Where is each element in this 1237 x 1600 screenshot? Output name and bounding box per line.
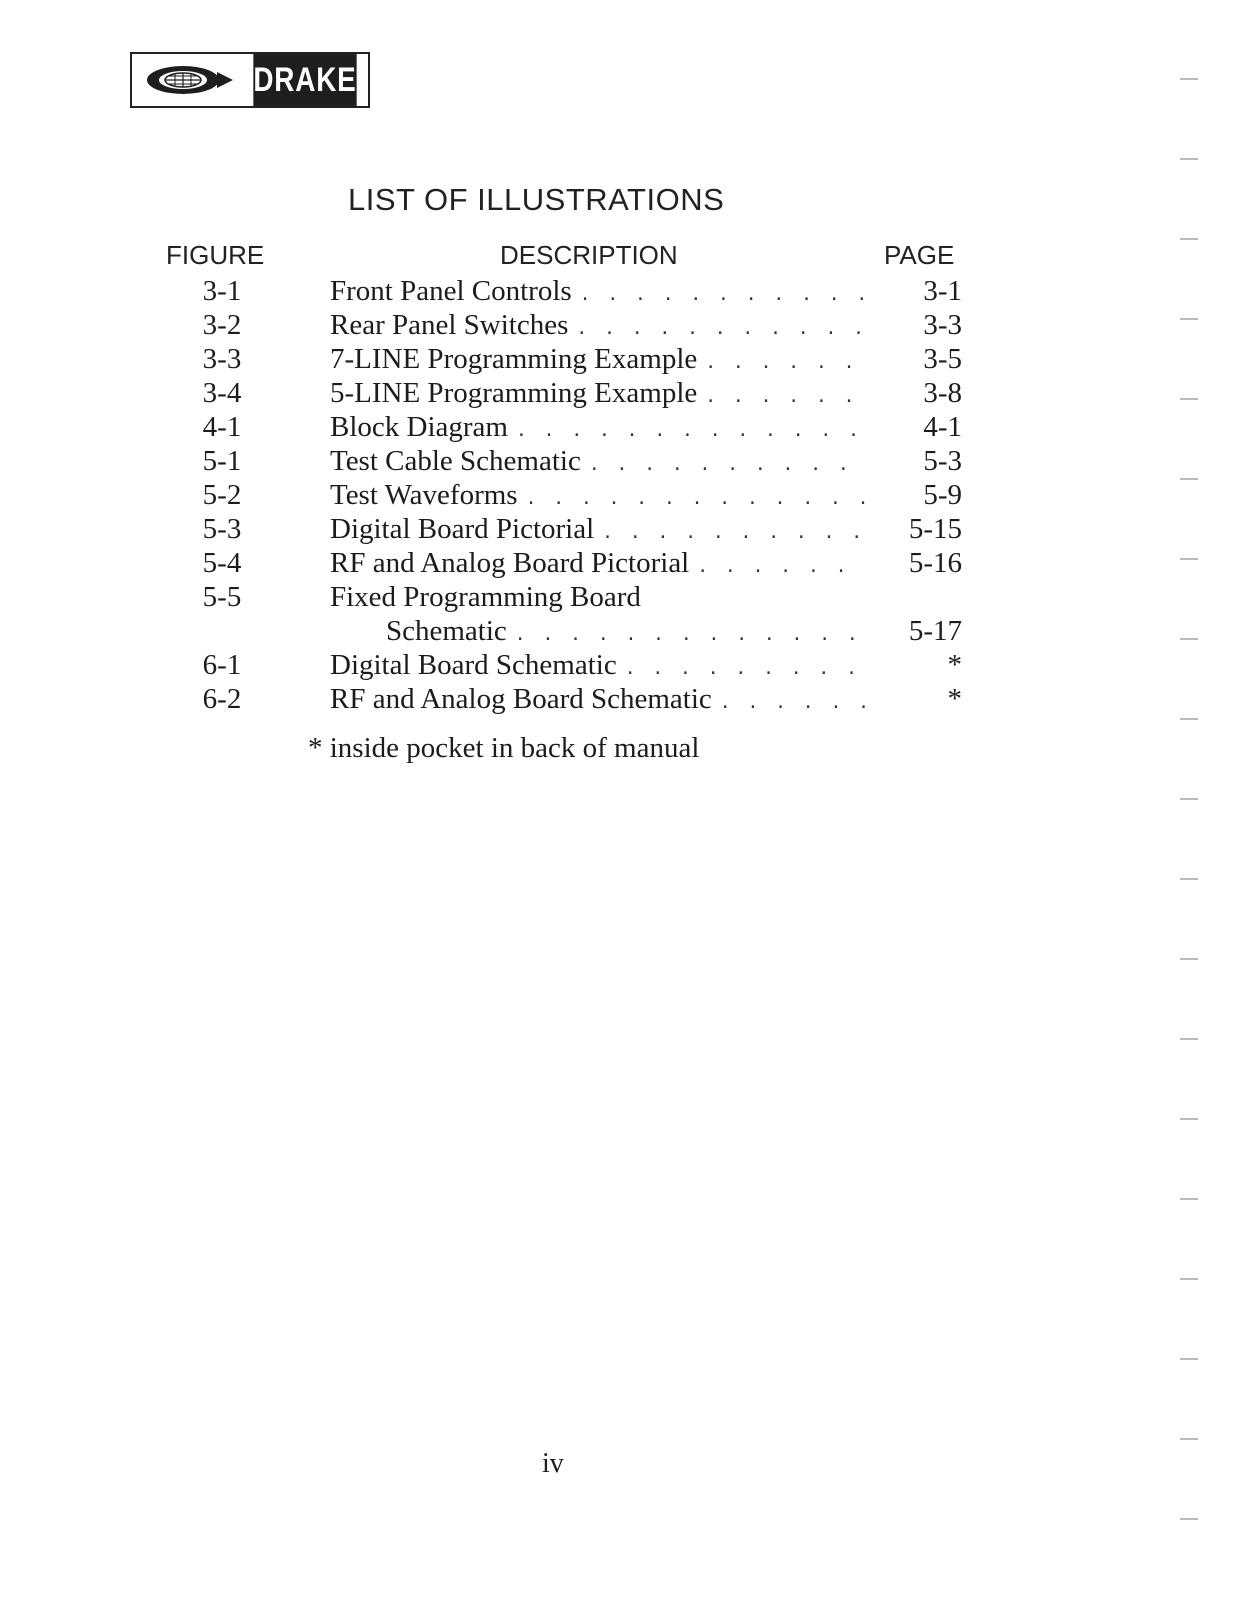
- description-text: RF and Analog Board Schematic: [330, 683, 712, 715]
- page-number: iv: [542, 1448, 564, 1479]
- description-text: Test Waveforms: [330, 479, 518, 511]
- dot-leader: [526, 482, 866, 516]
- figure-description: [386, 614, 866, 652]
- page-reference: 3-5: [923, 343, 962, 375]
- list-item: [0, 342, 1237, 376]
- figure-description: [330, 410, 866, 448]
- scan-edge-mark: [1180, 1038, 1198, 1040]
- figure-description: [330, 444, 866, 482]
- scan-edge-mark: [1180, 638, 1198, 640]
- figure-number: 4-1: [202, 411, 242, 443]
- dot-leader: [705, 346, 866, 380]
- list-item: [0, 614, 1237, 648]
- figure-description: [330, 546, 866, 584]
- list-item: [0, 682, 1237, 716]
- footnote: * inside pocket in back of manual: [308, 732, 700, 764]
- figure-number: 3-2: [202, 309, 242, 341]
- logo-wordmark: DRAKE: [253, 54, 356, 106]
- scan-edge-mark: [1180, 1518, 1198, 1520]
- figure-number: 3-3: [202, 343, 242, 375]
- scan-edge-mark: [1180, 318, 1198, 320]
- list-item: [0, 376, 1237, 410]
- dot-leader: [602, 516, 866, 550]
- description-text: 7-LINE Programming Example: [330, 343, 698, 375]
- figure-number: 5-2: [202, 479, 242, 511]
- dot-leader: [576, 312, 866, 346]
- figure-description: [330, 648, 866, 686]
- description-text: RF and Analog Board Pictorial: [330, 547, 690, 579]
- scan-edge-mark: [1180, 558, 1198, 560]
- scan-edge-mark: [1180, 878, 1198, 880]
- description-text: Front Panel Controls: [330, 275, 572, 307]
- column-header-figure: FIGURE: [166, 240, 265, 270]
- scan-edge-mark: [1180, 798, 1198, 800]
- figure-description: [330, 580, 866, 614]
- page-reference: 5-16: [908, 547, 962, 579]
- list-item: [0, 410, 1237, 444]
- figure-number: 5-5: [202, 581, 242, 613]
- figure-description: [330, 342, 866, 380]
- figure-description: [330, 308, 866, 346]
- figure-number: 3-4: [202, 377, 242, 409]
- scan-edge-mark: [1180, 1358, 1198, 1360]
- page-reference: *: [947, 683, 962, 715]
- list-item: [0, 478, 1237, 512]
- list-item: [0, 648, 1237, 682]
- figure-number: 6-2: [202, 683, 242, 715]
- description-text: 5-LINE Programming Example: [330, 377, 698, 409]
- dot-leader: [720, 686, 866, 720]
- list-item: [0, 274, 1237, 308]
- scan-edge-mark: [1180, 78, 1198, 80]
- figure-description: [330, 376, 866, 414]
- scan-edge-mark: [1180, 238, 1198, 240]
- list-item: [0, 308, 1237, 342]
- page-title: LIST OF ILLUSTRATIONS: [348, 182, 725, 217]
- figure-description: [330, 478, 866, 516]
- page-reference: 4-1: [923, 411, 962, 443]
- figure-description: [330, 682, 866, 720]
- page-reference: 5-15: [908, 513, 962, 545]
- list-item: [0, 512, 1237, 546]
- dot-leader: [516, 414, 866, 448]
- dot-leader: [697, 550, 866, 584]
- page-reference: *: [947, 649, 962, 681]
- figure-description: [330, 512, 866, 550]
- description-text: Fixed Programming Board: [330, 581, 641, 613]
- figure-number: 5-1: [202, 445, 242, 477]
- page-reference: 3-1: [923, 275, 962, 307]
- figure-number: 5-3: [202, 513, 242, 545]
- page-reference: 5-3: [923, 445, 962, 477]
- figure-number: 5-4: [202, 547, 242, 579]
- dot-leader: [515, 618, 866, 652]
- scan-edge-mark: [1180, 1438, 1198, 1440]
- scan-edge-mark: [1180, 1198, 1198, 1200]
- dot-leader: [705, 380, 866, 414]
- dot-leader: [580, 278, 866, 312]
- scan-edge-mark: [1180, 478, 1198, 480]
- scan-edge-mark: [1180, 398, 1198, 400]
- scan-edge-mark: [1180, 718, 1198, 720]
- column-header-page: PAGE: [884, 240, 955, 270]
- page-reference: 3-8: [923, 377, 962, 409]
- dot-leader: [589, 448, 866, 482]
- scan-edge-mark: [1180, 158, 1198, 160]
- page-reference: 5-17: [908, 615, 962, 647]
- description-text: Rear Panel Switches: [330, 309, 569, 341]
- dot-leader: [625, 652, 866, 686]
- description-text: Block Diagram: [330, 411, 508, 443]
- description-text: Test Cable Schematic: [330, 445, 581, 477]
- list-item: [0, 580, 1237, 614]
- scan-edge-mark: [1180, 958, 1198, 960]
- figure-description: [330, 274, 866, 312]
- page-reference: 5-9: [923, 479, 962, 511]
- list-item: [0, 444, 1237, 478]
- column-header-description: DESCRIPTION: [500, 240, 678, 270]
- scan-edge-mark: [1180, 1278, 1198, 1280]
- page-reference: 3-3: [923, 309, 962, 341]
- illustrations-list: [0, 274, 1237, 716]
- list-item: [0, 546, 1237, 580]
- description-text: Schematic: [386, 615, 507, 647]
- drake-logo: [130, 52, 370, 108]
- description-text: Digital Board Pictorial: [330, 513, 595, 545]
- figure-number: 6-1: [202, 649, 242, 681]
- scan-edge-mark: [1180, 1118, 1198, 1120]
- drake-globe-icon: [132, 54, 242, 106]
- description-text: Digital Board Schematic: [330, 649, 617, 681]
- figure-number: 3-1: [202, 275, 242, 307]
